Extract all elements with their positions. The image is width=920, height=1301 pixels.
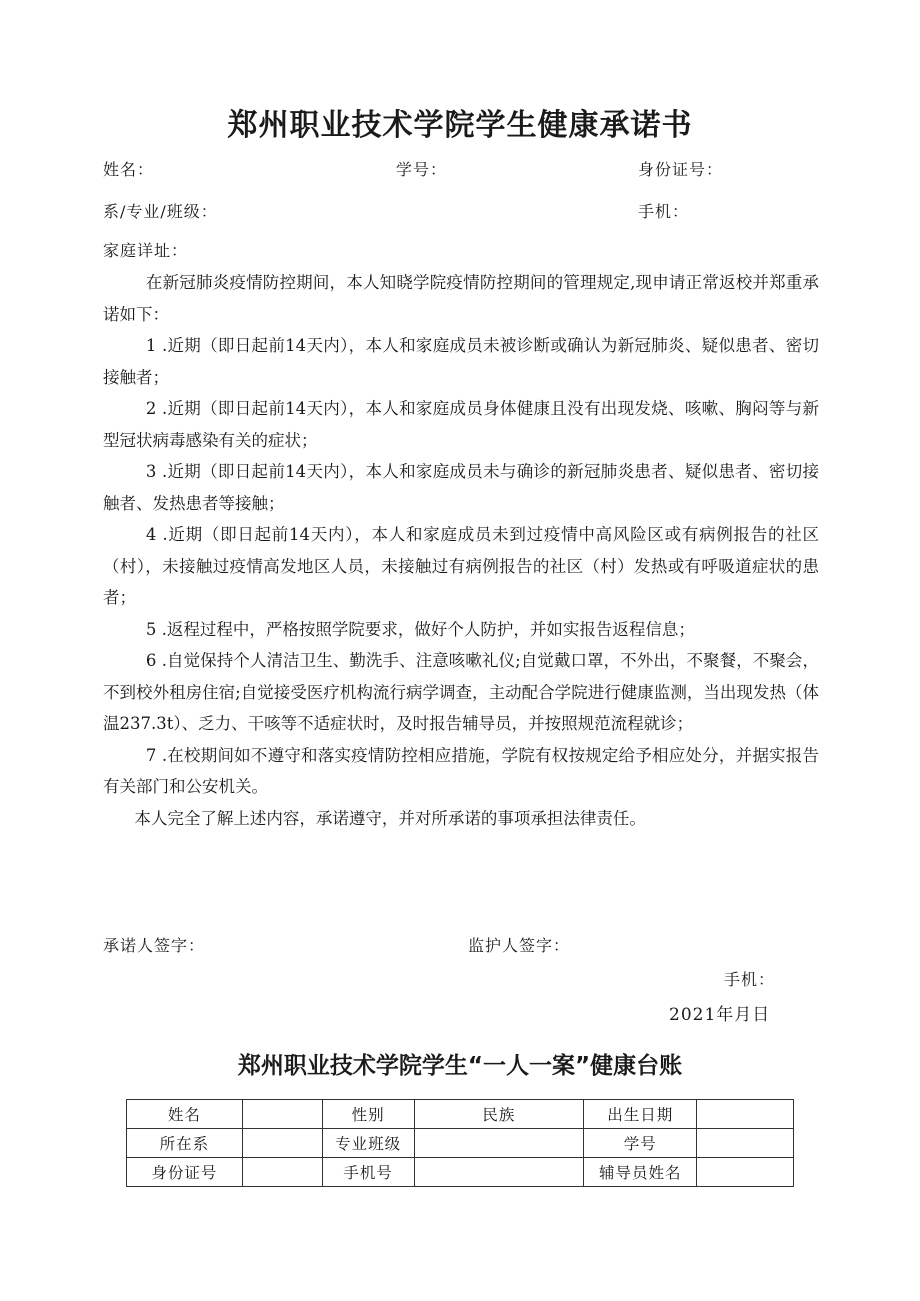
table-cell: 出生日期 [584,1100,697,1129]
phone-field-label: 手机： [638,202,690,221]
pledge-item-2: 2 .近期（即日起前14天内），本人和家庭成员身体健康且没有出现发烧、咳嗽、胸闷等与新型冠状病毒感染有关的症状； [103,399,819,450]
table-cell: 民族 [414,1100,584,1129]
pledge-item-3: 3 .近期（即日起前14天内），本人和家庭成员未与确诊的新冠肺炎患者、疑似患者、密切接触者、发热患者等接触； [103,462,819,513]
table-row [127,1129,794,1158]
table-row [127,1158,794,1187]
promisor-signature-label: 承诺人签字： [103,936,206,955]
pledge-closing: 本人完全了解上述内容，承诺遵守，并对所承诺的事项承担法律责任。 [134,808,646,828]
table-row [127,1100,794,1129]
pledge-item-4: 4 .近期（即日起前14天内），本人和家庭成员未到过疫情中高风险区或有病例报告的社区（村），未接触过疫情高发地区人员，未接触过有病例报告的社区（村）发热或有呼吸道症状的患者； [103,525,819,607]
pledge-item-7: 7 .在校期间如不遵守和落实疫情防控相应措施，学院有权按规定给予相应处分，并据实报告有关部门和公安机关。 [103,745,819,796]
table-cell: 辅导员姓名 [584,1158,697,1187]
page-title: 郑州职业技术学院学生健康承诺书 [227,108,693,143]
table-cell [414,1129,584,1158]
table-cell [242,1158,322,1187]
signature-date: 2021年月日 [669,1005,771,1025]
table-cell: 专业班级 [322,1129,414,1158]
table-cell: 手机号 [322,1158,414,1187]
table-cell: 学号 [584,1129,697,1158]
ledger-title: 郑州职业技术学院学生“一人一案”健康台账 [237,1053,683,1079]
pledge-body [103,267,819,834]
table-cell [242,1100,322,1129]
table-cell: 性别 [322,1100,414,1129]
pledge-item-1: 1 .近期（即日起前14天内），本人和家庭成员未被诊断或确认为新冠肺炎、疑似患者、密切接触者； [103,336,819,387]
table-cell [242,1129,322,1158]
table-cell [697,1129,794,1158]
table-cell: 所在系 [127,1129,243,1158]
department-field-label: 系/专业/班级： [103,202,218,221]
table-cell: 姓名 [127,1100,243,1129]
pledge-item-6: 6 .自觉保持个人清洁卫生、勤洗手、注意咳嗽礼仪;自觉戴口罩，不外出，不聚餐，不聚会，不到校外租房住宿;自觉接受医疗机构流行病学调查，主动配合学院进行健康监测，当出现发热（体温237.3t）、乏力、干咳等不适症状时，及时报告辅导员，并按照规范流程就诊； [103,651,819,733]
student-id-field-label: 学号： [396,160,448,179]
name-field-label: 姓名： [103,160,155,179]
address-field-label: 家庭详址： [103,241,189,260]
table-cell [697,1158,794,1187]
id-card-field-label: 身份证号： [638,160,724,179]
table-cell [414,1158,584,1187]
health-ledger-table [126,1099,794,1187]
table-cell [697,1100,794,1129]
pledge-item-5: 5 .返程过程中，严格按照学院要求，做好个人防护，并如实报告返程信息； [145,619,695,639]
table-cell: 身份证号 [127,1158,243,1187]
pledge-intro: 在新冠肺炎疫情防控期间，本人知晓学院疫情防控期间的管理规定,现申请正常返校并郑重承诺如下： [103,273,819,324]
guardian-signature-label: 监护人签字： [468,936,571,955]
signature-phone-label: 手机： [724,970,776,989]
